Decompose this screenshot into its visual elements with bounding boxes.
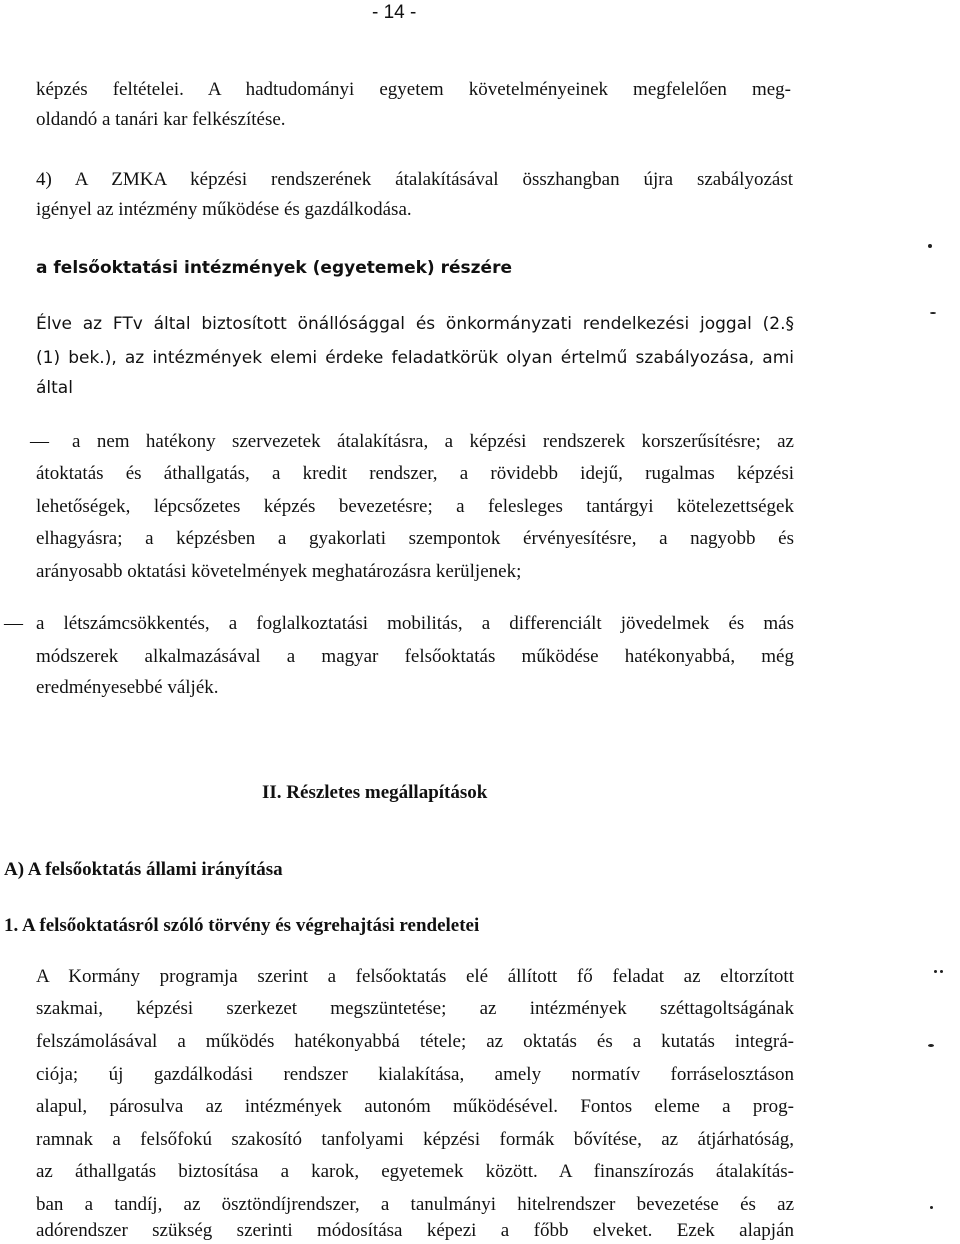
bullet-1-line-1: a nem hatékony szervezetek átalakításra, a képzési rendszerek korszerűsítésre; az: [72, 431, 794, 452]
item1-line-1: A Kormány programja szerint a felsőoktatás elé állított fő feladat az eltorzított: [36, 966, 794, 987]
scan-speck: [940, 970, 943, 973]
point4-line-2: igényel az intézmény működése és gazdálkodása.: [36, 199, 412, 220]
scan-speck: [934, 970, 937, 973]
scan-speck: [928, 244, 932, 248]
scan-speck: [928, 1044, 934, 1047]
item1-line-7: az áthallgatás biztosítása a karok, egyetemek között. A finanszírozás átalakítás-: [36, 1161, 794, 1182]
bullet-2-line-1: a létszámcsökkentés, a foglalkoztatási mobilitás, a differenciált jövedelmek és más: [36, 613, 794, 634]
item1-line-5: alapul, párosulva az intézmények autonóm működésével. Fontos eleme a prog-: [36, 1096, 794, 1117]
bullet-1-line-2: átoktatás és áthallgatás, a kredit rendszer, a rövidebb idejű, rugalmas képzési: [36, 463, 794, 484]
page-number: - 14 -: [372, 2, 417, 23]
bullet-2-dash: —: [4, 613, 23, 634]
bullet-1-line-3: lehetőségek, lépcsőzetes képzés bevezetésre; a felesleges tantárgyi kötelezettségek: [36, 496, 794, 517]
intro-line-2: oldandó a tanári kar felkészítése.: [36, 109, 286, 130]
institutions-line-1: Élve az FTv által biztosított önállósággal és önkormányzati rendelkezési joggal (2.§: [36, 314, 794, 334]
bullet-1-line-4: elhagyásra; a képzésben a gyakorlati szempontok érvényesítésre, a nagyobb és: [36, 528, 794, 549]
item1-line-6: ramnak a felsőfokú szakosító tanfolyami képzési formák bővítése, az átjárhatóság,: [36, 1129, 794, 1150]
item1-line-2: szakmai, képzési szerkezet megszüntetése; az intézmények széttagoltságának: [36, 998, 794, 1019]
bullet-1-line-5: arányosabb oktatási követelmények meghatározásra kerüljenek;: [36, 561, 522, 582]
item1-title: 1. A felsőoktatásról szóló törvény és végrehajtási rendeletei: [4, 915, 480, 936]
partA-title: A) A felsőoktatás állami irányítása: [4, 859, 283, 880]
part2-title: II. Részletes megállapítások: [262, 782, 488, 803]
institutions-line-3: által: [36, 378, 73, 398]
bullet-2-line-2: módszerek alkalmazásával a magyar felsőoktatás működése hatékonyabbá, még: [36, 646, 794, 667]
institutions-line-2: (1) bek.), az intézmények elemi érdeke feladatkörük olyan értelmű szabályozása, ami: [36, 348, 794, 368]
item1-line-3: felszámolásával a működés hatékonyabbá tétele; az oktatás és a kutatás integrá-: [36, 1031, 794, 1052]
point4-line-1: 4) A ZMKA képzési rendszerének átalakításával összhangban újra szabályozást: [36, 169, 793, 190]
institutions-heading: a felsőoktatási intézmények (egyetemek) részére: [36, 258, 512, 278]
scan-speck: [930, 312, 936, 314]
item1-line-8: ban a tandíj, az ösztöndíjrendszer, a tanulmányi hitelrendszer bevezetése és az: [36, 1194, 794, 1215]
bullet-2-line-3: eredményesebbé váljék.: [36, 677, 219, 698]
item1-line-4: ciója; új gazdálkodási rendszer kialakítása, amely normatív forráselosztáson: [36, 1064, 794, 1085]
scan-speck: [930, 1206, 933, 1209]
bullet-1-dash: —: [30, 431, 49, 452]
item1-line-9: adórendszer szükség szerinti módosítása képezi a főbb elveket. Ezek alapján: [36, 1220, 794, 1241]
intro-line-1: képzés feltételei. A hadtudományi egyetem követelményeinek megfelelően meg-: [36, 79, 791, 100]
